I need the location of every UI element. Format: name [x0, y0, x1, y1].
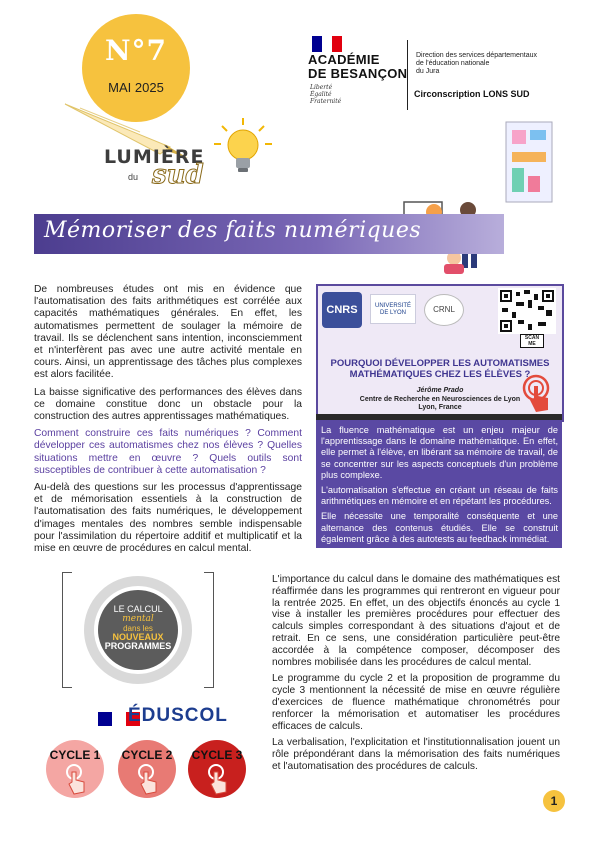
summary-paragraph: L'automatisation s'effectue en créant un réseau de faits arithmétiques en mémoire et en répétant les procédures. — [321, 485, 558, 507]
badge-line: NOUVEAUX — [112, 632, 164, 642]
video-author: Jérôme Prado — [416, 387, 464, 394]
cnrs-logo: CNRS — [322, 292, 362, 328]
presentation-illustration-icon — [396, 112, 562, 280]
circonscription: Circonscription LONS SUD — [414, 89, 530, 99]
qr-code-icon[interactable] — [498, 288, 556, 334]
eduscol-logo: ÉDUSCOL — [128, 705, 228, 726]
scan-me-label: SCAN ME — [520, 334, 544, 348]
video-title: POURQUOI DÉVELOPPER LES AUTOMATISMES MATHÉMATIQUES CHEZ LES ÉLÈVES ? — [330, 358, 550, 380]
crnl-logo: CRNL — [424, 294, 464, 326]
programmes-column — [272, 574, 560, 778]
badge-line: LE CALCUL — [113, 604, 163, 614]
republic-motto: Liberté Égalité Fraternité — [310, 84, 342, 105]
cycle-1-label: CYCLE 1 — [49, 748, 101, 762]
badge-line: PROGRAMMES — [104, 641, 172, 651]
brand-du: du — [128, 172, 139, 182]
programmes-paragraph: L'importance du calcul dans le domaine des mathématiques est réaffirmée dans les programmes qui rentreront en vigueur pour la rentrée 2025. En effet, un des objectifs énoncés au cycle 1 vise à installer les premières procédures pour effectuer des calculs simples correspondant à des situations d'ajout et de retrait. En ce sens, une considération particulière peut-être accordée à la compétence composer, décomposer des nombres mobilisée dans les procédures de calcul mental. — [272, 574, 560, 668]
programmes-paragraph: La verbalisation, l'explicitation et l'institutionnalisation jouent un rôle prépondérant dans la mémorisation des faits numériques et l'automatisation des procédures de calculs. — [272, 737, 560, 772]
summary-paragraph: Elle nécessite une temporalité conséquente et une alternance des contenus étudiés. Elle se construit également grâce à des autotests au feedback immédiat. — [321, 511, 558, 544]
intro-column — [34, 284, 302, 560]
tap-hand-icon — [206, 764, 230, 796]
direction-services: Direction des services départementaux de l'éducation nationale du Jura — [416, 52, 538, 75]
programmes-paragraph: Le programme du cycle 2 et la proposition de programme du cycle 3 mentionnent la nécessité de mise en œuvre régulière d'exercices de fluence mathématique chronométrés pour renforcer la mémorisation et automatiser les procédures efficaces de calculs. — [272, 673, 560, 732]
intro-paragraph: Au-delà des questions sur les processus d'apprentissage et de mémorisation essentiels à la construction de l'automatisation des faits numériques, le développement d'images mentales des nombres semble indispensable pour l'assimilation du répertoire additif et multiplicatif et la mise en œuvre de procédures en calcul mental. — [34, 482, 302, 555]
cycle-2-label: CYCLE 2 — [121, 748, 173, 762]
section-title: Mémoriser des faits numériques — [44, 218, 422, 243]
video-summary — [321, 425, 558, 549]
badge-text — [98, 605, 178, 651]
academy-name: ACADÉMIE DE BESANÇON — [308, 52, 408, 81]
summary-paragraph: La fluence mathématique est un enjeu majeur de l'apprentissage dans le domaine mathématique. En effet, elle permet à l'élève, en libérant sa mémoire de travail, de se concentrer sur les aspects conceptuels d'un problème plus complexe. — [321, 425, 558, 480]
intro-paragraph: La baisse significative des performances des élèves dans ce domaine constitue donc un obstacle pour la construction des autres apprentissages mathématiques. — [34, 386, 302, 423]
page-number: 1 — [543, 790, 565, 812]
issue-date: MAI 2025 — [108, 80, 164, 95]
header-divider — [407, 40, 408, 110]
lightbulb-icon — [212, 116, 274, 178]
brand-sud: sud — [152, 160, 204, 190]
tap-hand-icon[interactable] — [522, 374, 558, 414]
badge-line: mental — [122, 614, 154, 624]
intro-paragraph: De nombreuses études ont mis en évidence que l'automatisation des faits arithmétiques est corrélée aux capacités mathématiques générales. En effet, les automatismes permettent de soulager la mémoire de travail. Ils se déclenchent sans intention, inconsciemment et n'interfèrent pas avec une autre activité mentale en cours. Ainsi, un apprentissage des tâches plus complexes est alors facilitée. — [34, 284, 302, 381]
video-affiliation: Centre de Recherche en Neurosciences de Lyon — [359, 395, 521, 403]
video-location: Lyon, France — [418, 404, 462, 411]
universite-lyon-logo: UNIVERSITÉ DE LYON — [370, 294, 416, 324]
brand-title: LUMIÈRE — [104, 146, 205, 168]
intro-questions: Comment construire ces faits numériques ? Comment développer ces automatismes chez nos élèves ? Quelles situations mettre en œuvre ? Quels outils sont susceptibles de contribuer à cette automatisation ? — [34, 428, 302, 476]
tap-hand-icon — [64, 764, 88, 796]
cycle-3-label: CYCLE 3 — [191, 748, 243, 762]
republic-flag-icon — [312, 36, 342, 52]
badge-line: dans les — [123, 624, 153, 633]
issue-number: N°7 — [104, 34, 168, 67]
tap-hand-icon — [136, 764, 160, 796]
